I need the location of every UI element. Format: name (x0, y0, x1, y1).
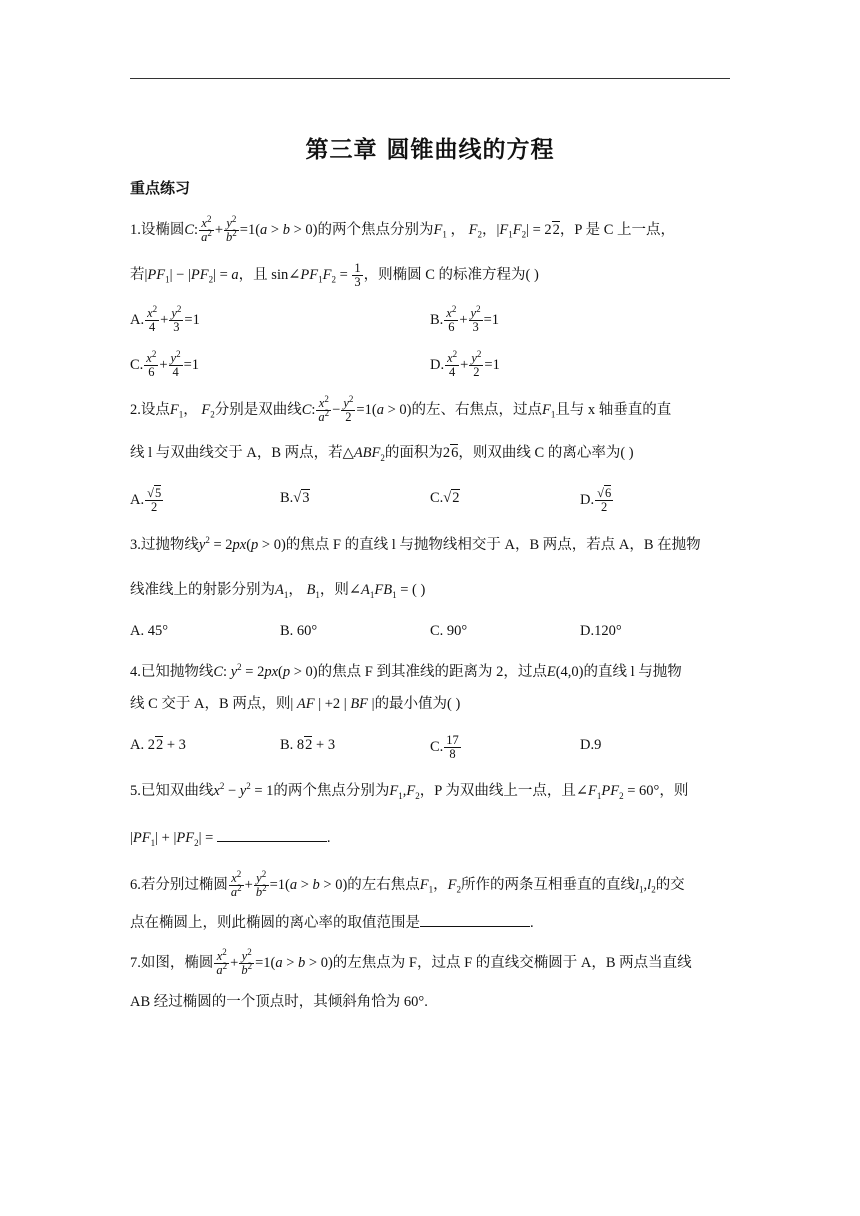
q3-text: 3.过抛物线 (130, 537, 199, 553)
q3-option-b[interactable]: B. 60° (280, 623, 318, 639)
q1-line2: 若$|PF_1| - |PF_2| = a$，且 $\sin\angle PF_1F_2$ = $\frac{1}{3}$ ，则椭圆 C 的标准方程为( ) (130, 261, 539, 289)
q1-option-a[interactable]: A. $\frac{x^2}{4}$ + $\frac{y^2}{3}$ =1 (130, 303, 200, 334)
q6-line2 (130, 912, 735, 934)
option-letter: B. (280, 737, 294, 753)
option-letter: D. (580, 491, 595, 508)
q7-text: 的左焦点为 F，过点 F 的直线交椭圆于 A，B 两点当直线 (332, 954, 692, 971)
option-letter: A. (130, 737, 145, 753)
option-letter: C. (430, 738, 444, 755)
q1-text: 若 (130, 266, 145, 283)
option-letter: A. (130, 311, 145, 328)
q7-line2: AB 经过椭圆的一个顶点时，其倾斜角恰为 60°. (130, 994, 428, 1010)
q2-option-b[interactable]: B.√3 (280, 490, 310, 506)
option-letter: B. (430, 311, 444, 328)
q3-option-c[interactable]: C. 90° (430, 623, 468, 639)
q2-line2: 线 l 与双曲线交于 A，B 两点，若$\triangle ABF_2$的面积为26，则双曲线 C 的离心率为( ) (130, 445, 634, 463)
q4-option-c[interactable]: C. $\frac{17}{8}$ (430, 733, 459, 761)
q4-option-a[interactable]: A. 22 + 3 (130, 737, 186, 753)
q3-line1: 3.过抛物线$y^2 = 2px(p > 0)$的焦点 F 的直线 l 与抛物线相交于 A，B 两点，若点 A，B 在抛物 (130, 535, 701, 553)
q2-option-c[interactable]: C.√2 (430, 490, 460, 506)
q4-text: 的直线 l 与抛物 (583, 664, 682, 680)
q1-text: 1.设椭圆 (130, 221, 185, 238)
answer-blank[interactable] (420, 912, 530, 927)
q1-text: ，且 (238, 266, 268, 283)
q7-text: 7.如图，椭圆 (130, 954, 214, 971)
q3-text: 的焦点 F 的直线 l 与抛物线相交于 A，B 两点，若点 A，B 在抛物 (285, 537, 701, 553)
q5-text: 的两个焦点分别为 (273, 783, 390, 799)
answer-blank[interactable] (217, 827, 327, 842)
q1-text: ， (450, 221, 465, 238)
q3-option-d[interactable]: D.120° (580, 623, 622, 639)
q1-option-d[interactable]: D. $\frac{x^2}{4}$ + $\frac{y^2}{2}$ =1 (430, 348, 500, 379)
q7-line1: 7.如图，椭圆 $\frac{x^2}{a^2}$ + $\frac{y^2}{b^2}$ =1(a > b > 0)的左焦点为 F，过点 F 的直线交椭圆于 A，B 两点当直线 (130, 946, 692, 977)
q5-text: 5.已知双曲线 (130, 783, 214, 799)
q3-line2: 线准线上的射影分别为$A_1$， $B_1$，则$\angle A_1FB_1$ = ( ) (130, 582, 426, 600)
q6-text: . (530, 915, 534, 931)
q2-line1: 2.设点$F_1$， $F_2$分别是双曲线C: $\frac{x^2}{a^2}$ − $\frac{y^2}{2}$ =1(a > 0)的左、右焦点，过点$F_1$且与 x 轴垂直的直 (130, 393, 672, 424)
q3-text: ，则 (319, 582, 349, 598)
q4-option-b[interactable]: B. 82 + 3 (280, 737, 336, 753)
q2-text: 的面积为 (384, 445, 443, 461)
q2-text: 的左、右焦点，过点 (411, 401, 542, 418)
q2-text: 分别是双曲线 (214, 401, 302, 418)
q1-option-c[interactable]: C. $\frac{x^2}{6}$ + $\frac{y^2}{4}$ =1 (130, 348, 200, 379)
q5-text: ，则 (659, 783, 689, 799)
option-letter: B. (280, 490, 294, 506)
option-letter: D. (430, 356, 445, 373)
q2-text: 且与 x 轴垂直的直 (555, 401, 672, 418)
q5-text: ，P 为双曲线上一点，且 (419, 783, 576, 799)
q1-line1: 1.设椭圆C: $\frac{x^2}{a^2}$ + $\frac{y^2}{b^2}$ =1(a > b > 0)的两个焦点分别为$F_1$ ， $F_2$，$|F_1F_2| = 22$，P 是 C 上一点， (130, 213, 675, 244)
q2-text: 2.设点 (130, 401, 170, 418)
header-rule (130, 78, 730, 79)
q6-text: 的交 (655, 876, 685, 893)
q4-text: 的焦点 F 到其准线的距离为 2，过点 (317, 664, 547, 680)
q3-text: ( ) (412, 582, 426, 598)
q4-option-d[interactable]: D.9 (580, 737, 602, 753)
q5-line1: 5.已知双曲线$x^2 - y^2 = 1$的两个焦点分别为$F_1,F_2$，P 为双曲线上一点，且$\angle F_1PF_2 = 60^\circ$，则 (130, 781, 689, 801)
q6-text: 6.若分别过椭圆 (130, 876, 228, 893)
q5-line2: $|PF_1| + |PF_2|$ = . (130, 827, 735, 849)
page-title: 第三章 圆锥曲线的方程 (305, 137, 555, 163)
q1-option-b[interactable]: B. $\frac{x^2}{6}$ + $\frac{y^2}{3}$ =1 (430, 303, 500, 334)
q4-text: 的最小值为( ) (374, 696, 461, 712)
q1-text: 的两个焦点分别为 (317, 221, 434, 238)
q6-line1: 6.若分别过椭圆 $\frac{x^2}{a^2}$ + $\frac{y^2}{b^2}$ =1(a > b > 0)的左右焦点$F_1$，$F_2$所作的两条互相垂直的直线$l_1,l_2$的交 (130, 868, 685, 899)
q1-text: ，P 是 C 上一点， (559, 221, 675, 238)
q1-text: ，则椭圆 C 的标准方程为( ) (363, 266, 539, 283)
q4-line2: 线 C 交于 A，B 两点，则| AF | +2 | BF |的最小值为( ) (130, 696, 461, 712)
q4-line1: 4.已知抛物线C: $y^2 = 2px(p > 0)$的焦点 F 到其准线的距离为 2，过点E(4,0)的直线 l 与抛物 (130, 662, 682, 680)
q6-text: 点在椭圆上，则此椭圆的离心率的取值范围是 (130, 915, 420, 931)
section-heading: 重点练习 (130, 179, 191, 197)
q4-text: 4.已知抛物线 (130, 664, 214, 680)
q2-text: ，则双曲线 C 的离心率为( ) (458, 445, 634, 461)
q6-text: 的左右焦点 (347, 876, 420, 893)
q3-option-a[interactable]: A. 45° (130, 623, 169, 639)
q5-text: . (326, 830, 331, 846)
q2-text: 线 l 与双曲线交于 A，B 两点，若 (130, 445, 343, 461)
option-letter: C. (130, 356, 144, 373)
q2-option-a[interactable]: A. $\frac{√5}{2}$ (130, 486, 162, 514)
q3-text: 线准线上的射影分别为 (130, 582, 275, 598)
q6-text: 所作的两条互相垂直的直线 (461, 876, 635, 893)
option-letter: C. (430, 490, 444, 506)
q2-option-d[interactable]: D. $\frac{√6}{2}$ (580, 486, 612, 514)
option-letter: A. (130, 491, 145, 508)
q4-text: 线 C 交于 A，B 两点，则 (130, 696, 291, 712)
